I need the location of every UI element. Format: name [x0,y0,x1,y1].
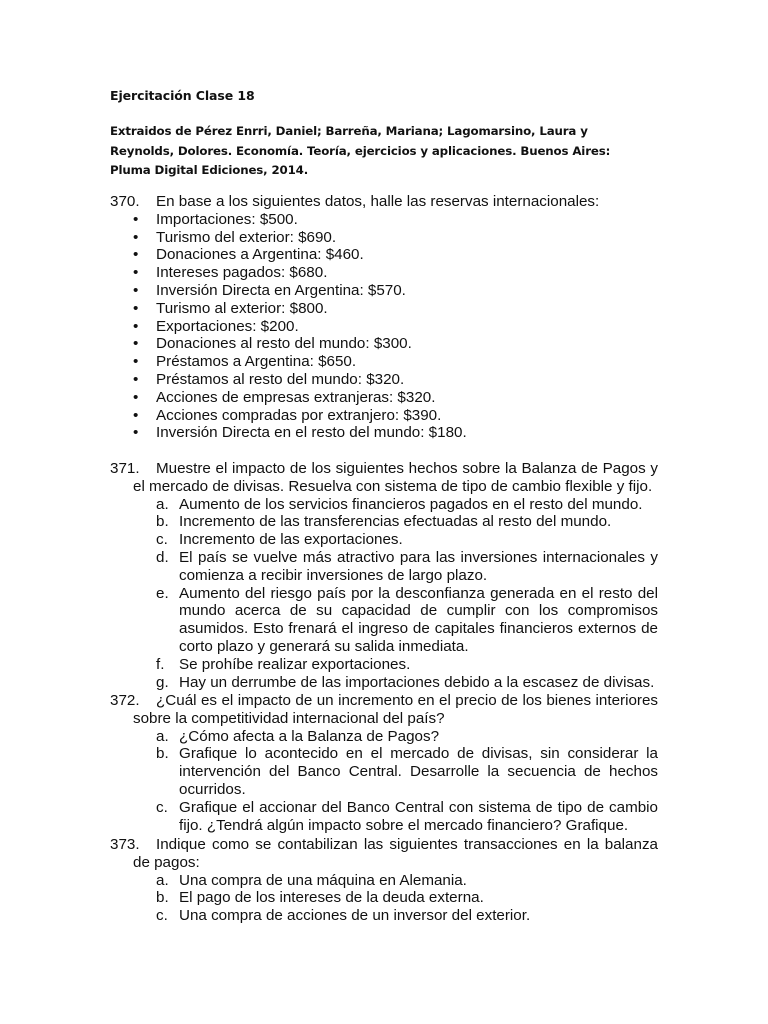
sub-question: c. Grafique el accionar del Banco Central con sistema de tipo de cambio fijo. ¿Tendrá algún impacto sobre el mercado financiero? Grafique. [156,798,658,834]
exercise-text: En base a los siguientes datos, halle las reservas internacionales: [156,193,600,210]
bullet-icon: • [133,406,139,424]
bullet-icon: • [133,353,139,371]
bullet-icon: • [133,299,139,317]
list-item: • Acciones de empresas extranjeras: $320. [133,388,436,406]
list-item: • Turismo del exterior: $690. [133,228,337,246]
list-item: • Acciones compradas por extranjero: $390. [133,406,442,424]
exercise-number: 372. [110,692,140,709]
sub-question: b. Grafique lo acontecido en el mercado de divisas, sin considerar la intervención del Banco Central. Desarrolle la secuencia de hechos ocurridos. [156,745,658,798]
exercise-number: 371. [110,460,140,477]
exercise-stem [110,692,658,728]
sub-question: a. ¿Cómo afecta a la Balanza de Pagos? [156,727,440,745]
exercise-stem [110,460,658,496]
sub-question-list [110,872,658,925]
sub-question: c. Incremento de las exportaciones. [156,531,403,549]
sub-question: a. Una compra de una máquina en Alemania. [156,871,467,889]
bullet-icon: • [133,210,139,228]
list-item: • Turismo al exterior: $800. [133,299,328,317]
sub-question: f. Se prohíbe realizar exportaciones. [156,655,411,673]
source-citation: Extraidos de Pérez Enrri, Daniel; Barreña, Mariana; Lagomarsino, Laura y Reynolds, Dolores. Economía. Teoría, ejercicios y aplicaciones. Buenos Aires: Pluma Digital Ediciones, 2014. [110,124,611,177]
exercise-number: 373. [110,836,140,853]
sub-question: g. Hay un derrumbe de las importaciones debido a la escasez de divisas. [156,673,655,691]
sub-question: c. Una compra de acciones de un inversor del exterior. [156,907,531,925]
exercise-number: 370. [110,193,140,210]
document-title: Ejercitación Clase 18 [110,88,255,103]
exercise-stem [110,836,658,872]
sub-question: b. El pago de los intereses de la deuda externa. [156,889,484,907]
list-item: • Exportaciones: $200. [133,317,299,335]
sub-question: e. Aumento del riesgo país por la desconfianza generada en el resto del mundo acerca de su capacidad de cumplir con los compromisos asumidos. Esto frenará el ingreso de capitales financieros externos de corto plazo y generará su salida inmediata. [156,584,658,655]
bullet-icon: • [133,246,139,264]
sub-question: b. Incremento de las transferencias efectuadas al resto del mundo. [156,513,612,531]
bullet-icon: • [133,335,139,353]
list-item: • Donaciones al resto del mundo: $300. [133,335,412,353]
bullet-icon: • [133,281,139,299]
data-list [110,211,658,442]
exercise-373 [110,836,658,925]
bullet-icon: • [133,317,139,335]
list-item: • Intereses pagados: $680. [133,264,328,282]
exercise-text: Indique como se contabilizan las siguientes transacciones en la balanza de pagos: [133,836,658,871]
exercise-text: ¿Cuál es el impacto de un incremento en el precio de los bienes interiores sobre la competitividad internacional del país? [133,692,658,727]
sub-question: d. El país se vuelve más atractivo para las inversiones internacionales y comienza a recibir inversiones de largo plazo. [156,548,658,584]
exercise-371 [110,460,658,691]
bullet-icon: • [133,388,139,406]
bullet-icon: • [133,228,139,246]
bullet-icon: • [133,370,139,388]
exercise-372 [110,692,658,834]
bullet-icon: • [133,264,139,282]
list-item: • Préstamos al resto del mundo: $320. [133,370,405,388]
sub-question-list [110,496,658,692]
list-item: • Inversión Directa en el resto del mundo: $180. [133,424,467,442]
list-item: • Donaciones a Argentina: $460. [133,246,364,264]
sub-question: a. Aumento de los servicios financieros pagados en el resto del mundo. [156,495,643,513]
exercise-stem [110,193,658,211]
list-item: • Inversión Directa en Argentina: $570. [133,281,406,299]
exercise-370 [110,193,658,442]
list-item: • Préstamos a Argentina: $650. [133,353,357,371]
exercise-text: Muestre el impacto de los siguientes hechos sobre la Balanza de Pagos y el mercado de divisas. Resuelva con sistema de tipo de cambio flexible y fijo. [133,460,658,495]
list-item: • Importaciones: $500. [133,210,298,228]
bullet-icon: • [133,424,139,442]
sub-question-list [110,728,658,835]
